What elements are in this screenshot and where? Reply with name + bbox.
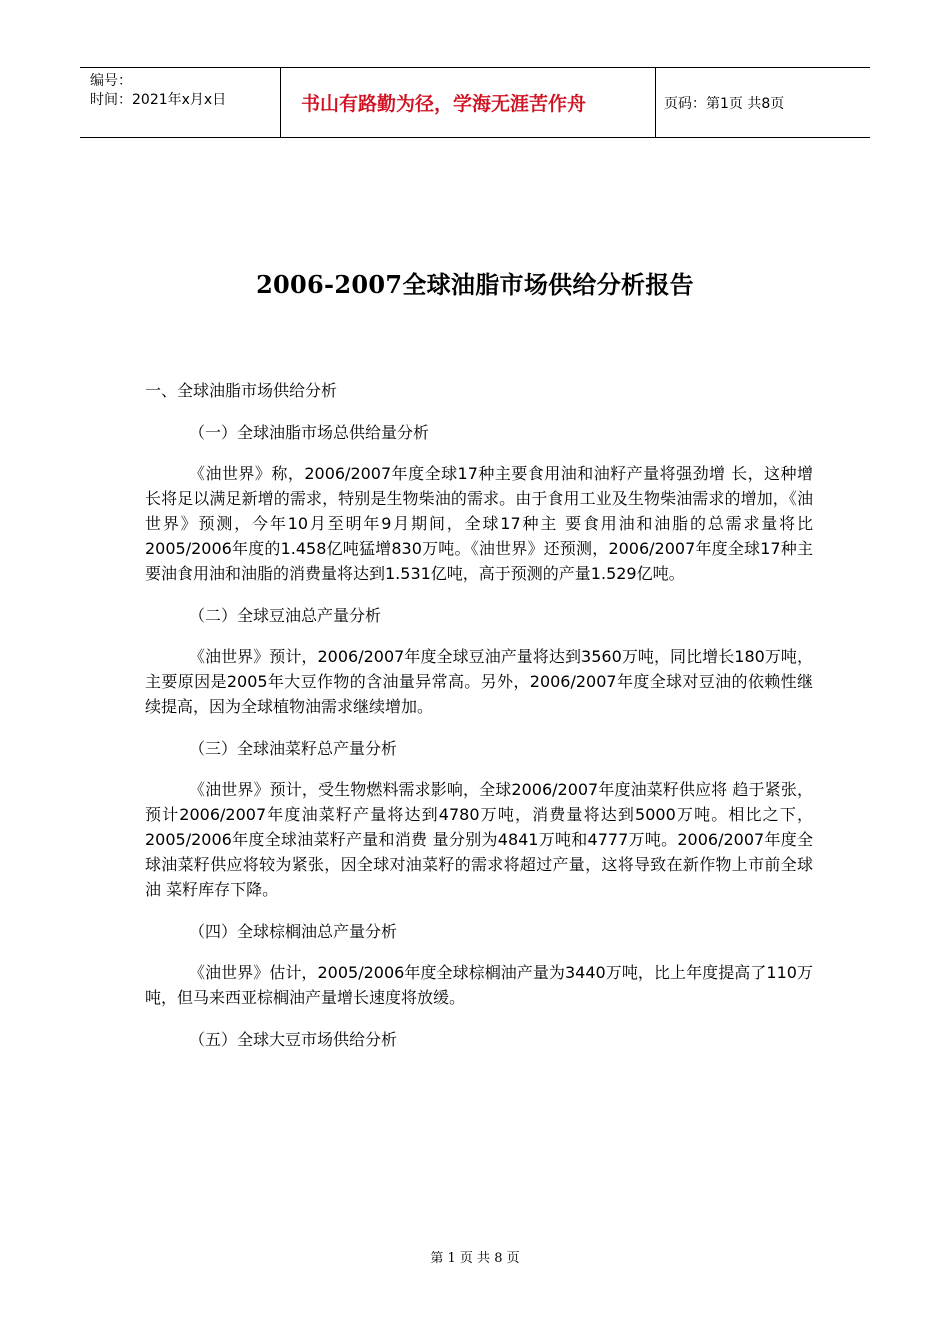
page-info: 页码：第1页 共8页 [664, 95, 785, 112]
subsection-heading: （五）全球大豆市场供给分析 [189, 1030, 398, 1049]
header-meta-cell [80, 68, 281, 137]
subsection-heading: （三）全球油菜籽总产量分析 [189, 739, 398, 758]
subsection-heading: （四）全球棕榈油总产量分析 [189, 922, 398, 941]
paragraph: 《油世界》称，2006/2007年度全球17种主要食用油和油籽产量将强劲增 长，这种增长将足以满足新增的需求，特别是生物柴油的需求。由于食用工业及生物柴油需求的增加，《油世界》预测，今年10月至明年9月期间，全球17种主 要食用油和油脂的总需求量将比2005/2006年度的1.458亿吨猛增830万吨。《油世界》还预测，2006/2007年度全球17种主要油食用油和油脂的消费量将达到1.531亿吨，高于预测的产量1.529亿吨。 [145, 464, 813, 583]
motto-text: 书山有路勤为径，学海无涯苦作舟 [301, 93, 587, 115]
document-title: 2006-2007全球油脂市场供给分析报告 [256, 270, 694, 299]
page-footer: 第 1 页 共 8 页 [430, 1251, 520, 1266]
paragraph: 《油世界》预计，2006/2007年度全球豆油产量将达到3560万吨，同比增长180万吨，主要原因是2005年大豆作物的含油量异常高。另外，2006/2007年度全球对豆油的依赖性继续提高，因为全球植物油需求继续增加。 [145, 647, 813, 716]
document-number-label: 编号： [90, 73, 132, 89]
subsection-heading: （二）全球豆油总产量分析 [189, 606, 382, 625]
paragraph: 《油世界》预计，受生物燃料需求影响，全球2006/2007年度油菜籽供应将 趋于紧张，预计2006/2007年度油菜籽产量将达到4780万吨，消费量将达到5000万吨。相比之下，2005/2006年度全球油菜籽产量和消费 量分别为4841万吨和4777万吨。2006/2007年度全球油菜籽供应将较为紧张，因全球对油菜籽的需求将超过产量，这将导致在新作物上市前全球油 菜籽库存下降。 [145, 780, 813, 899]
document-header [80, 67, 870, 138]
paragraph: 《油世界》估计，2005/2006年度全球棕榈油产量为3440万吨，比上年度提高了110万吨，但马来西亚棕榈油产量增长速度将放缓。 [145, 963, 813, 1007]
header-motto-cell [281, 68, 656, 137]
document-date: 时间：2021年x月x日 [90, 92, 227, 108]
header-page-cell [656, 68, 870, 137]
subsection-heading: （一）全球油脂市场总供给量分析 [189, 423, 430, 442]
document-body [145, 378, 813, 1052]
section-heading: 一、全球油脂市场供给分析 [145, 381, 338, 400]
